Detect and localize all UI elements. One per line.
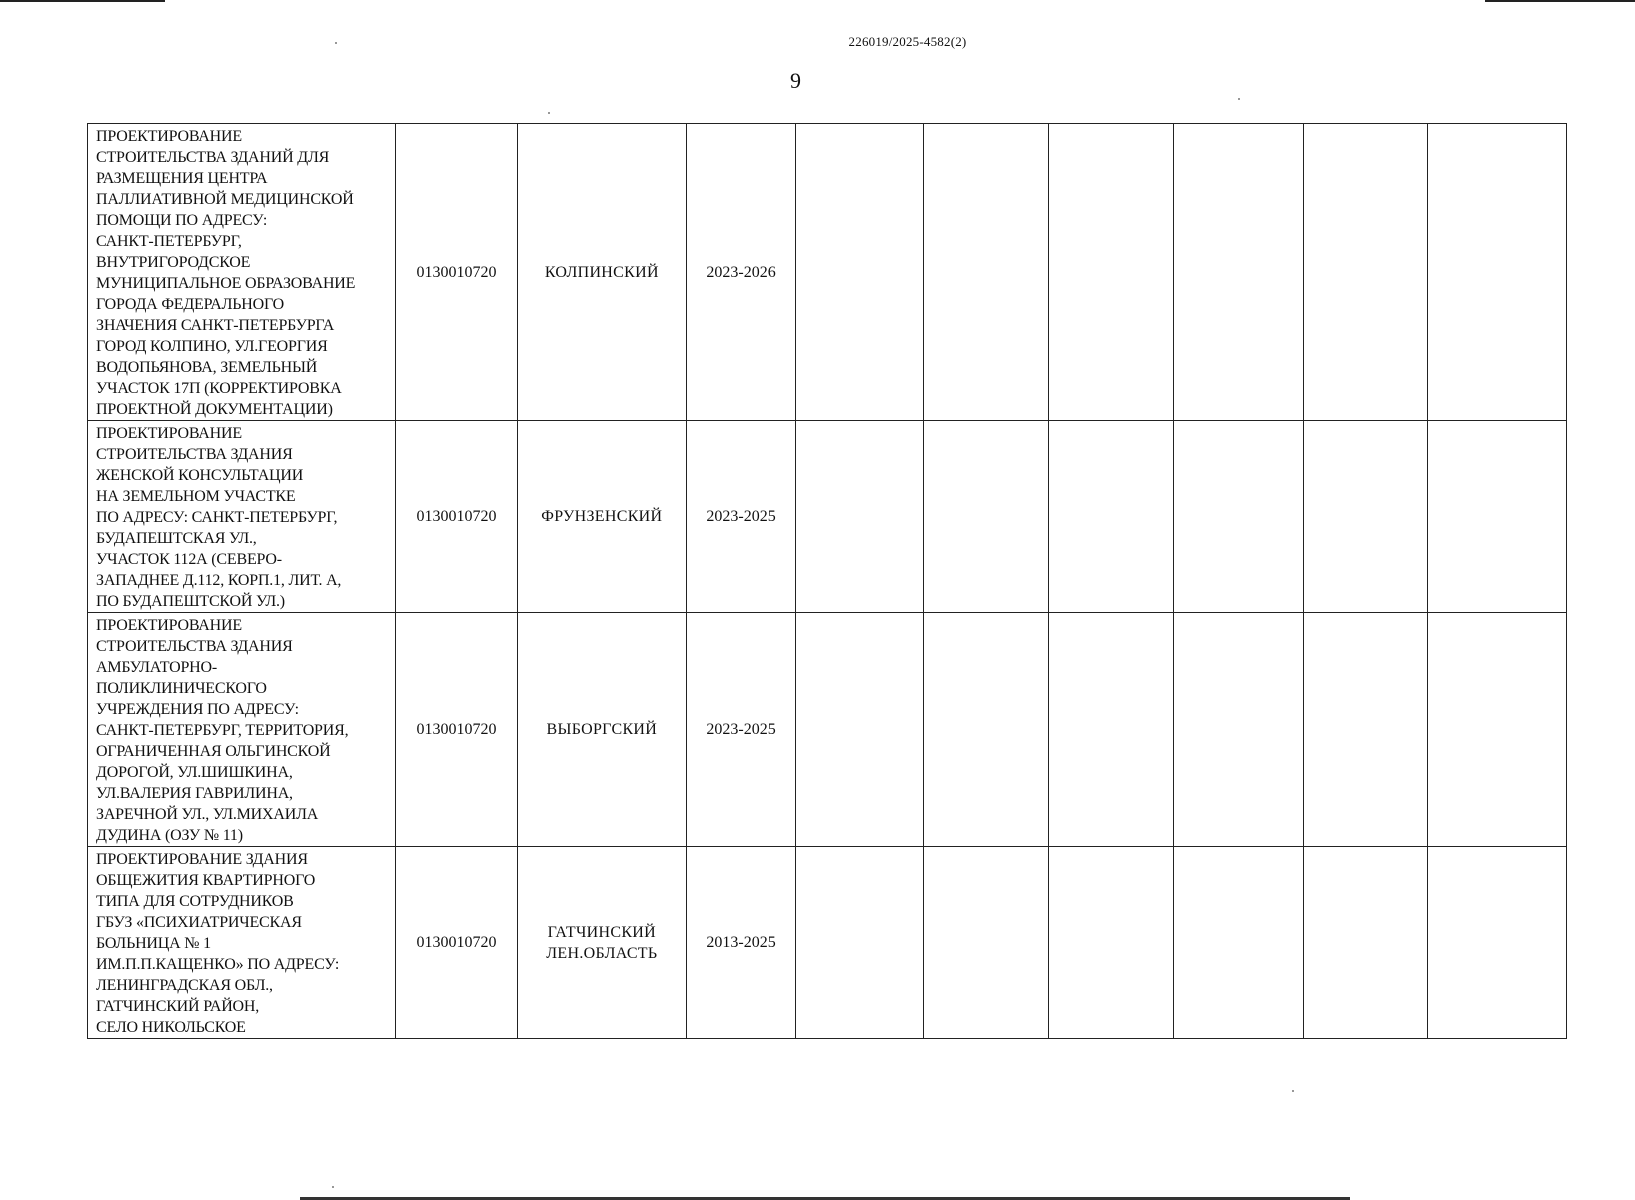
project-name-line: ВНУТРИГОРОДСКОЕ xyxy=(96,254,251,271)
project-name-line: САНКТ-ПЕТЕРБУРГ, ТЕРРИТОРИЯ, xyxy=(96,722,349,739)
empty-cell xyxy=(1427,124,1566,421)
project-name-line: УЧРЕЖДЕНИЯ ПО АДРЕСУ: xyxy=(96,701,299,718)
district-line: ЛЕН.ОБЛАСТЬ xyxy=(546,944,658,962)
empty-cell xyxy=(1303,421,1427,613)
project-name-line: ПРОЕКТИРОВАНИЕ xyxy=(96,425,242,442)
empty-cell xyxy=(1048,124,1173,421)
empty-cell xyxy=(1427,847,1566,1039)
empty-cell xyxy=(1173,613,1303,847)
empty-cell xyxy=(1173,421,1303,613)
empty-cell xyxy=(796,847,923,1039)
project-name-cell xyxy=(88,847,396,1039)
project-name-line: ДУДИНА (ОЗУ № 11) xyxy=(96,827,243,844)
district-cell xyxy=(517,124,686,421)
period-cell: 2023-2025 xyxy=(686,421,796,613)
project-name-line: ГОРОДА ФЕДЕРАЛЬНОГО xyxy=(96,296,284,313)
project-name-line: СЕЛО НИКОЛЬСКОЕ xyxy=(96,1019,246,1036)
district-line: ВЫБОРГСКИЙ xyxy=(546,721,658,738)
district-line: ГАТЧИНСКИЙ xyxy=(547,923,657,941)
empty-cell xyxy=(796,613,923,847)
period-cell: 2023-2026 xyxy=(686,124,796,421)
empty-cell xyxy=(1048,421,1173,613)
project-name-line: АМБУЛАТОРНО- xyxy=(96,659,217,676)
empty-cell xyxy=(923,421,1048,613)
project-name-line: ПО БУДАПЕШТСКОЙ УЛ.) xyxy=(96,593,285,610)
project-name-line: БОЛЬНИЦА № 1 xyxy=(96,935,211,952)
registration-number xyxy=(0,34,1635,50)
empty-cell xyxy=(796,124,923,421)
table-row xyxy=(88,847,1567,1039)
project-name-line: ОБЩЕЖИТИЯ КВАРТИРНОГО xyxy=(96,872,316,889)
project-name-cell xyxy=(88,613,396,847)
project-name-line: НА ЗЕМЕЛЬНОМ УЧАСТКЕ xyxy=(96,488,296,505)
budget-code-cell: 0130010720 xyxy=(395,421,517,613)
scan-speck xyxy=(1238,98,1240,100)
project-name-line: ПОМОЩИ ПО АДРЕСУ: xyxy=(96,212,268,229)
project-name-line: УЧАСТОК 17П (КОРРЕКТИРОВКА xyxy=(96,380,342,397)
project-name-line: ПРОЕКТИРОВАНИЕ xyxy=(96,128,242,145)
project-name-line: ПО АДРЕСУ: САНКТ-ПЕТЕРБУРГ, xyxy=(96,509,338,526)
budget-code-cell: 0130010720 xyxy=(395,847,517,1039)
table-row xyxy=(88,124,1567,421)
table-row xyxy=(88,421,1567,613)
empty-cell xyxy=(1048,613,1173,847)
project-name-line: ВОДОПЬЯНОВА, ЗЕМЕЛЬНЫЙ xyxy=(96,359,318,376)
empty-cell xyxy=(1303,847,1427,1039)
scan-edge-top-left xyxy=(0,0,165,2)
period-cell: 2023-2025 xyxy=(686,613,796,847)
project-name-line: УЛ.ВАЛЕРИЯ ГАВРИЛИНА, xyxy=(96,785,293,802)
empty-cell xyxy=(796,421,923,613)
empty-cell xyxy=(1173,124,1303,421)
project-name-line: ПОЛИКЛИНИЧЕСКОГО xyxy=(96,680,267,697)
project-name-line: ГОРОД КОЛПИНО, УЛ.ГЕОРГИЯ xyxy=(96,338,328,355)
project-name-line: ТИПА ДЛЯ СОТРУДНИКОВ xyxy=(96,893,294,910)
empty-cell xyxy=(1173,847,1303,1039)
project-name-line: ЛЕНИНГРАДСКАЯ ОБЛ., xyxy=(96,977,273,994)
empty-cell xyxy=(1427,421,1566,613)
projects-table xyxy=(87,123,1567,1039)
district-line: КОЛПИНСКИЙ xyxy=(544,263,659,281)
project-name-line: СТРОИТЕЛЬСТВА ЗДАНИЯ xyxy=(96,638,293,655)
project-name-cell xyxy=(88,124,396,421)
project-name-line: ДОРОГОЙ, УЛ.ШИШКИНА, xyxy=(96,764,293,781)
project-name-line: ЖЕНСКОЙ КОНСУЛЬТАЦИИ xyxy=(96,467,304,484)
empty-cell xyxy=(1427,613,1566,847)
project-name-line: САНКТ-ПЕТЕРБУРГ, xyxy=(96,233,242,250)
project-name-line: ЗАРЕЧНОЙ УЛ., УЛ.МИХАИЛА xyxy=(96,806,319,823)
table-body xyxy=(88,124,1567,1039)
empty-cell xyxy=(923,124,1048,421)
project-name-line: ГАТЧИНСКИЙ РАЙОН, xyxy=(96,998,260,1015)
project-name-line: ЗНАЧЕНИЯ САНКТ-ПЕТЕРБУРГА xyxy=(96,317,335,334)
project-name-line: РАЗМЕЩЕНИЯ ЦЕНТРА xyxy=(96,170,268,187)
project-name-line: ОГРАНИЧЕННАЯ ОЛЬГИНСКОЙ xyxy=(96,743,331,760)
page-number: 9 xyxy=(790,68,801,93)
project-name-line: БУДАПЕШТСКАЯ УЛ., xyxy=(96,530,257,547)
budget-code-cell: 0130010720 xyxy=(395,124,517,421)
scan-speck xyxy=(1292,1090,1294,1092)
project-name-cell xyxy=(88,421,396,613)
scan-edge-top-right xyxy=(1485,0,1635,2)
table-row xyxy=(88,613,1567,847)
district-cell xyxy=(517,613,686,847)
empty-cell xyxy=(1303,124,1427,421)
project-name-line: ЗАПАДНЕЕ Д.112, КОРП.1, ЛИТ. А, xyxy=(96,572,342,589)
registration-number-text: 226019/2025-4582(2) xyxy=(848,34,967,49)
project-name-line: ПРОЕКТИРОВАНИЕ xyxy=(96,617,242,634)
empty-cell xyxy=(923,613,1048,847)
project-name-line: ПАЛЛИАТИВНОЙ МЕДИЦИНСКОЙ xyxy=(96,191,354,208)
project-name-line: ГБУЗ «ПСИХИАТРИЧЕСКАЯ xyxy=(96,914,302,931)
project-name-line: СТРОИТЕЛЬСТВА ЗДАНИЯ xyxy=(96,446,293,463)
project-name-line: СТРОИТЕЛЬСТВА ЗДАНИЙ ДЛЯ xyxy=(96,149,330,166)
district-cell xyxy=(517,421,686,613)
empty-cell xyxy=(1303,613,1427,847)
scan-speck xyxy=(332,1186,334,1188)
scan-speck xyxy=(548,112,550,114)
project-name-line: УЧАСТОК 112А (СЕВЕРО- xyxy=(96,551,282,568)
project-name-line: ИМ.П.П.КАЩЕНКО» ПО АДРЕСУ: xyxy=(96,956,340,973)
district-cell xyxy=(517,847,686,1039)
scan-speck xyxy=(335,42,337,44)
empty-cell xyxy=(1048,847,1173,1039)
budget-code-cell: 0130010720 xyxy=(395,613,517,847)
project-name-line: ПРОЕКТНОЙ ДОКУМЕНТАЦИИ) xyxy=(96,401,333,418)
empty-cell xyxy=(923,847,1048,1039)
project-name-line: МУНИЦИПАЛЬНОЕ ОБРАЗОВАНИЕ xyxy=(96,275,356,292)
project-name-line: ПРОЕКТИРОВАНИЕ ЗДАНИЯ xyxy=(96,851,308,868)
period-cell: 2013-2025 xyxy=(686,847,796,1039)
district-line: ФРУНЗЕНСКИЙ xyxy=(541,508,663,525)
